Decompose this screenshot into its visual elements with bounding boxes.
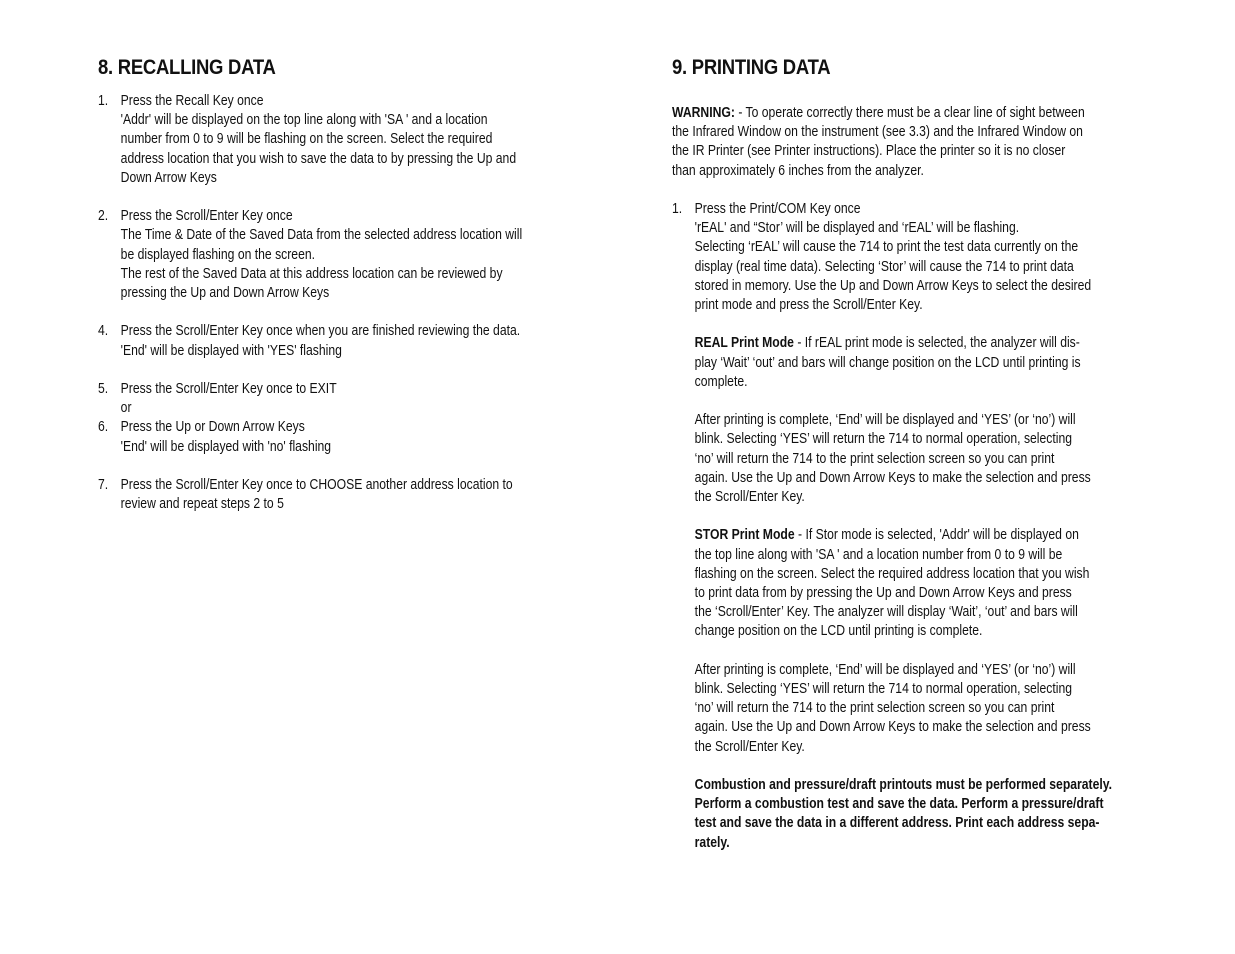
text-line: play ‘Wait’ ‘out’ and bars will change position on the LCD until printing is (694, 354, 1081, 371)
text-line: the Scroll/Enter Key. (694, 489, 805, 506)
section-heading-printing-data: 9. PRINTING DATA (672, 56, 831, 79)
text-line: 'End' will be displayed with 'no' flashing (120, 438, 332, 455)
text-line: test and save the data in a different address. Print each address sepa- (694, 815, 1100, 832)
text-line: 'End' will be displayed with 'YES' flashing (120, 342, 342, 359)
text-line: 'Addr' will be displayed on the top line along with 'SA ' and a location (120, 112, 488, 129)
list-number: 7. (98, 477, 109, 493)
real-print-mode-paragraph (672, 334, 1172, 392)
text-line: Press the Print/COM Key once (694, 201, 861, 217)
list-item (98, 92, 598, 188)
text-line: Press the Scroll/Enter Key once to EXIT (120, 381, 337, 397)
stor-print-mode-paragraph (672, 526, 1172, 641)
text-line: Press the Scroll/Enter Key once to CHOOSE another address location to (120, 477, 513, 493)
text-line: - To operate correctly there must be a clear line of sight between (734, 105, 1085, 121)
list-item (98, 418, 598, 456)
text-line: number from 0 to 9 will be flashing on the screen. Select the required (120, 131, 493, 148)
text-line: Press the Up or Down Arrow Keys (120, 419, 305, 436)
stor-print-mode-label: STOR Print Mode (694, 527, 795, 544)
text-line: - If rEAL print mode is selected, the analyzer will dis- (793, 335, 1080, 352)
text-line: the ‘Scroll/Enter’ Key. The analyzer will display ‘Wait’, ‘out’ and bars will (694, 604, 1078, 621)
text-line: change position on the LCD until printing is complete. (694, 623, 983, 640)
text-line: flashing on the screen. Select the required address location that you wish (694, 565, 1090, 582)
text-line: After printing is complete, ‘End’ will be displayed and ‘YES’ (or ‘no’) will (694, 412, 1076, 429)
text-line: complete. (694, 373, 748, 390)
text-line: again. Use the Up and Down Arrow Keys to make the selection and press (694, 719, 1091, 736)
text-line: the top line along with 'SA ' and a location number from 0 to 9 will be (694, 546, 1063, 563)
text-line: Press the Recall Key once (120, 93, 264, 109)
text-line: the Infrared Window on the instrument (see 3.3) and the Infrared Window on (672, 124, 1083, 141)
text-line: again. Use the Up and Down Arrow Keys to make the selection and press (694, 469, 1091, 486)
text-line: - If Stor mode is selected, 'Addr' will be displayed on (794, 527, 1079, 544)
text-line: blink. Selecting ‘YES’ will return the 714 to normal operation, selecting (694, 681, 1073, 698)
list-number: 4. (98, 323, 109, 340)
text-line: pressing the Up and Down Arrow Keys (120, 285, 330, 302)
text-line: be displayed flashing on the screen. (120, 246, 316, 263)
after-printing-paragraph (672, 411, 1172, 507)
list-number: 1. (672, 201, 683, 217)
text-line: ‘no’ will return the 714 to the print selection screen so you can print (694, 450, 1055, 467)
text-line: Press the Scroll/Enter Key once (120, 208, 293, 225)
text-line: than approximately 6 inches from the analyzer. (672, 162, 924, 179)
list-number: 6. (98, 419, 109, 436)
text-line: ‘no’ will return the 714 to the print selection screen so you can print (694, 700, 1055, 717)
list-item (98, 380, 598, 399)
text-line: The rest of the Saved Data at this address location can be reviewed by (120, 265, 503, 282)
text-line: the IR Printer (see Printer instructions). Place the printer so it is no closer (672, 143, 1066, 160)
list-item (98, 476, 598, 514)
after-printing-paragraph (672, 661, 1172, 757)
text-line: Down Arrow Keys (120, 169, 217, 186)
section-heading-recalling-data: 8. RECALLING DATA (98, 56, 276, 79)
text-line: the Scroll/Enter Key. (694, 738, 805, 755)
text-line: After printing is complete, ‘End’ will be displayed and ‘YES’ (or ‘no’) will (694, 661, 1076, 678)
text-line: to print data from by pressing the Up and Down Arrow Keys and press (694, 585, 1072, 602)
or-text: or (120, 400, 132, 417)
list-number: 2. (98, 208, 109, 225)
text-line: Combustion and pressure/draft printouts must be performed separately. (694, 777, 1113, 794)
text-line: Press the Scroll/Enter Key once when you are finished reviewing the data. (120, 323, 521, 340)
list-item (98, 322, 598, 360)
list-item (98, 207, 598, 303)
warning-paragraph (672, 104, 1172, 181)
recalling-data-body (98, 92, 598, 514)
text-line: 'rEAL' and “Stor’ will be displayed and ‘rEAL’ will be flashing. (694, 220, 1020, 237)
real-print-mode-label: REAL Print Mode (694, 335, 794, 352)
text-line: blink. Selecting ‘YES’ will return the 714 to normal operation, selecting (694, 431, 1073, 448)
printing-data-body (672, 104, 1172, 853)
text-line: display (real time data). Selecting ‘Stor’ will cause the 714 to print data (694, 258, 1074, 275)
list-number: 5. (98, 381, 109, 397)
list-number: 1. (98, 93, 109, 109)
warning-label: WARNING: (672, 105, 735, 121)
text-line: The Time & Date of the Saved Data from the selected address location will (120, 227, 523, 244)
separate-printouts-note (672, 776, 1172, 853)
text-line: stored in memory. Use the Up and Down Arrow Keys to select the desired (694, 277, 1092, 294)
text-line: review and repeat steps 2 to 5 (120, 496, 284, 513)
text-line: Perform a combustion test and save the data. Perform a pressure/draft (694, 796, 1104, 813)
text-line: Selecting ‘rEAL’ will cause the 714 to print the test data currently on the (694, 239, 1079, 256)
text-line: rately. (694, 834, 730, 851)
list-item (672, 200, 1172, 315)
text-line: print mode and press the Scroll/Enter Key. (694, 297, 923, 314)
text-line: address location that you wish to save the data to by pressing the Up and (120, 150, 517, 167)
